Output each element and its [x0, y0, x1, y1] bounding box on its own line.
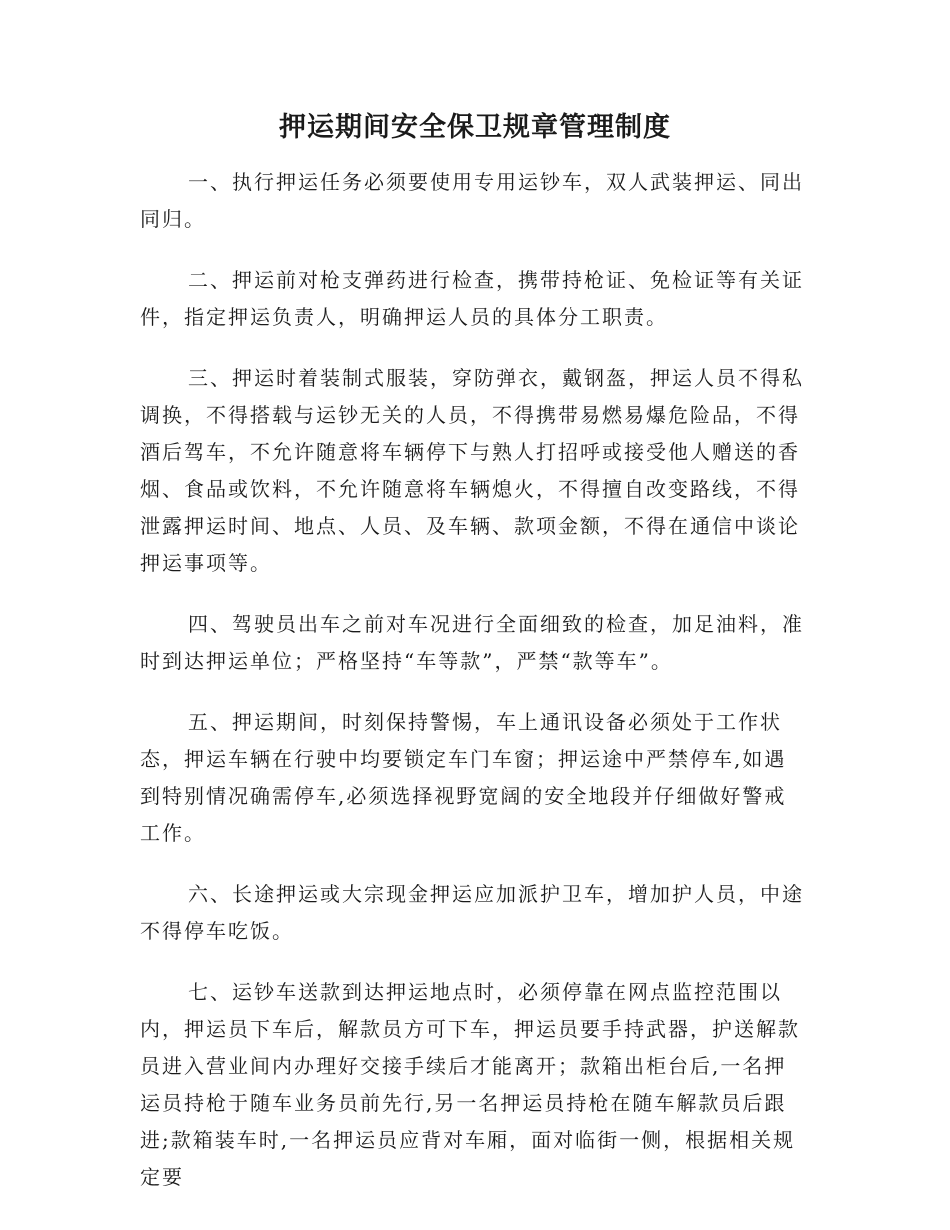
paragraph-1: 一、执行押运任务必须要使用专用运钞车，双人武装押运、同出同归。: [140, 170, 804, 231]
paragraph-3: 三、押运时着装制式服装，穿防弹衣，戴钢盔，押运人员不得私调换，不得搭载与运钞无关的人员，不得携带易燃易爆危险品，不得酒后驾车，不允许随意将车辆停下与熟人打招呼或接受他人赠送的香烟、食品或饮料，不允许随意将车辆熄火，不得擅自改变路线，不得泄露押运时间、地点、人员、及车辆、款项金额，不得在通信中谈论押运事项等。: [140, 366, 804, 575]
document-title: 押运期间安全保卫规章管理制度: [279, 112, 671, 143]
paragraph-7: 七、运钞车送款到达押运地点时，必须停靠在网点监控范围以内，押运员下车后，解款员方可下车，押运员要手持武器，护送解款员进入营业间内办理好交接手续后才能离开；款箱出柜台后,一名押运员持枪于随车业务员前先行,另一名押运员持枪在随车解款员后跟进;款箱装车时,一名押运员应背对车厢，面对临街一侧，根据相关规定要: [140, 980, 800, 1189]
paragraph-5: 五、押运期间，时刻保持警惕，车上通讯设备必须处于工作状态，押运车辆在行驶中均要锁定车门车窗；押运途中严禁停车,如遇到特别情况确需停车,必须选择视野宽阔的安全地段并仔细做好警戒工作。: [140, 710, 787, 845]
paragraph-6: 六、长途押运或大宗现金押运应加派护卫车，增加护人员，中途不得停车吃饭。: [140, 882, 804, 943]
paragraph-2: 二、押运前对枪支弹药进行检查，携带持枪证、免检证等有关证件，指定押运负责人，明确押运人员的具体分工职责。: [140, 268, 804, 329]
paragraph-4: 四、驾驶员出车之前对车况进行全面细致的检查，加足油料，准时到达押运单位；严格坚持“车等款”，严禁“款等车”。: [140, 612, 804, 673]
document-body: [140, 164, 808, 1220]
